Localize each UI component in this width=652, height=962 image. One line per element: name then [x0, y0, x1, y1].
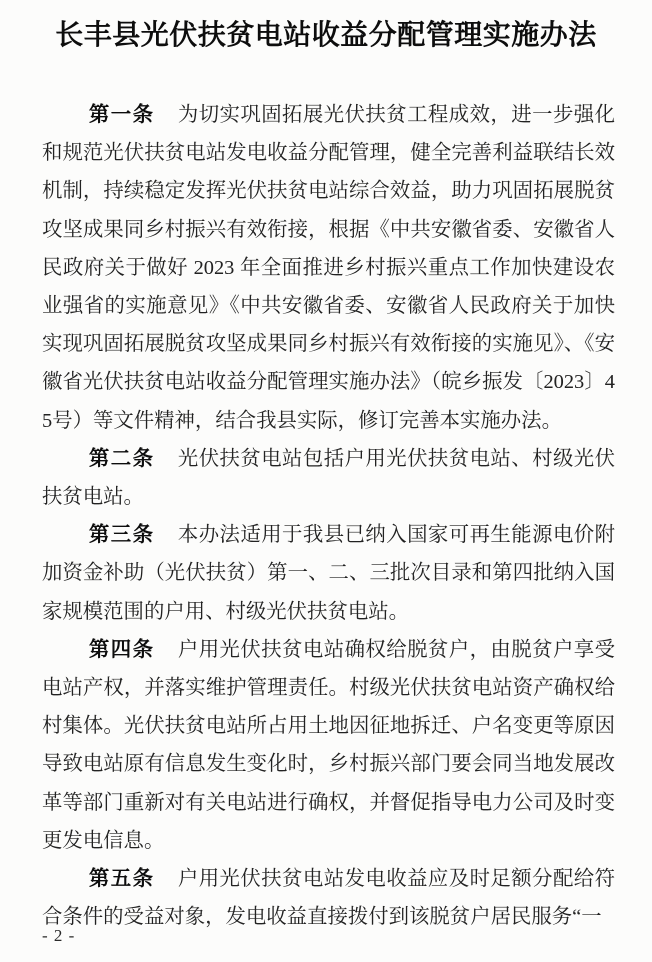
article-3-number: 第三条	[88, 524, 155, 547]
article-4	[42, 631, 615, 860]
article-5	[42, 860, 615, 936]
article-2-number: 第二条	[88, 447, 155, 470]
article-1-number: 第一条	[88, 104, 155, 126]
article-3-text: 本办法适用于我县已纳入国家可再生能源电价附加资金补助（光伏扶贫）第一、二、三批次目录和第四批纳入国家规模范围的户用、村级光伏扶贫电站。	[42, 524, 616, 623]
article-1	[42, 96, 615, 440]
article-4-number: 第四条	[88, 638, 155, 661]
article-2	[42, 440, 615, 516]
document-title: 长丰县光伏扶贫电站收益分配管理实施办法	[55, 20, 597, 51]
document-body	[42, 96, 615, 936]
article-4-text: 户用光伏扶贫电站确权给脱贫户，由脱贫户享受电站产权，并落实维护管理责任。村级光伏扶贫电站资产确权给村集体。光伏扶贫电站所占用土地因征地拆迁、户名变更等原因导致电站原有信息发生变化时，乡村振兴部门要会同当地发展改革等部门重新对有关电站进行确权，并督促指导电力公司及时变更发电信息。	[42, 638, 616, 852]
page-number: - 2 -	[42, 926, 76, 945]
article-5-number: 第五条	[88, 868, 155, 891]
article-5-text: 户用光伏扶贫电站发电收益应及时足额分配给符合条件的受益对象，发电收益直接拨付到该脱贫户居民服务“一	[42, 868, 616, 929]
article-2-text: 光伏扶贫电站包括户用光伏扶贫电站、村级光伏扶贫电站。	[42, 447, 616, 509]
article-3	[42, 516, 615, 631]
article-1-text: 为切实巩固拓展光伏扶贫工程成效，进一步强化和规范光伏扶贫电站发电收益分配管理，健全完善利益联结长效机制，持续稳定发挥光伏扶贫电站综合效益，助力巩固拓展脱贫攻坚成果同乡村振兴有效衔接，根据《中共安徽省委、安徽省人民政府关于做好 2023 年全面推进乡村振兴重点工作加快建设农业强省的实施意见》《中共安徽省委、安徽省人民政府关于加快实现巩固拓展脱贫攻坚成果同乡村振兴有效衔接的实施见》、《安徽省光伏扶贫电站收益分配管理实施办法》（皖乡振发〔2023〕45号）等文件精神，结合我县实际，修订完善本实施办法。	[42, 104, 616, 432]
